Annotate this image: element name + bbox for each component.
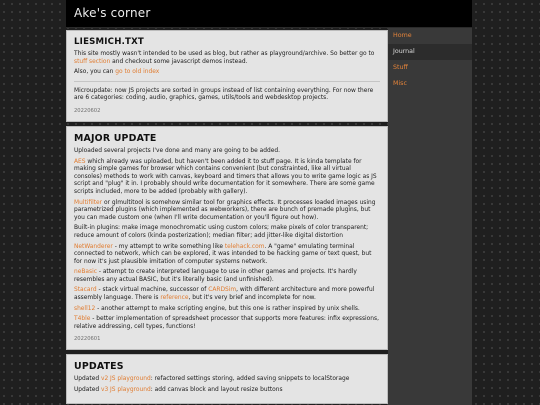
netwanderer-link[interactable]: NetWanderer bbox=[74, 243, 113, 250]
post-title: MAJOR UPDATE bbox=[74, 132, 157, 144]
old-index-text: Also, you can bbox=[74, 69, 116, 76]
netwanderer-paragraph bbox=[74, 244, 380, 267]
stacard-text-end: , but it's very brief and incomplete for now. bbox=[188, 295, 316, 302]
v2-playground-link[interactable]: v2 JS playground bbox=[100, 376, 151, 383]
divider bbox=[74, 81, 380, 82]
telehack-link[interactable]: telehack.com bbox=[224, 243, 265, 250]
shell12-link[interactable]: shell12 bbox=[74, 305, 96, 312]
t4ble-paragraph bbox=[74, 316, 380, 331]
old-index-link[interactable]: go to old index bbox=[115, 69, 160, 76]
aes-paragraph bbox=[74, 159, 380, 197]
site-title[interactable]: Ake's corner bbox=[74, 6, 151, 20]
major-intro: Uploaded several projects I've done and many are going to be added. bbox=[74, 147, 280, 154]
old-index-paragraph bbox=[74, 69, 380, 77]
update-text-end: : add canvas block and layout resize buttons bbox=[150, 387, 283, 394]
aes-link[interactable]: AES bbox=[74, 158, 86, 165]
sidebar-nav bbox=[388, 28, 472, 405]
post-date: 20220601 bbox=[74, 336, 101, 343]
v3-playground-link[interactable]: v3 JS playground bbox=[100, 387, 151, 394]
netwanderer-text-end: . A "game" emulating terminal connected to network, which can be explored, it was intended to be hacking game or text quest, but for now it's just plausible imitation of computer systems network. bbox=[74, 243, 372, 265]
stacard-text-mid: , with different architecture and more powerful assembly language. There is bbox=[74, 287, 375, 302]
nebasic-link[interactable]: neBasic bbox=[74, 269, 97, 276]
reference-link[interactable]: reference bbox=[160, 295, 189, 302]
intro-post bbox=[66, 30, 388, 122]
shell-text: - another attempt to make scripting engine, but this one is rather inspired by unix shells. bbox=[95, 305, 360, 312]
main-content bbox=[66, 28, 388, 405]
multifilter-link[interactable]: Multifilter bbox=[74, 199, 103, 206]
post-date: 20220602 bbox=[74, 107, 101, 114]
post-title: LIESMICH.TXT bbox=[74, 37, 144, 47]
multifilter-plugins: Built-in plugins: make image monochromatic using custom colors; make pixels of color transparent; reduce amount of colors (kinda posterization); median filter; add jitter-like digital distortion bbox=[74, 225, 369, 239]
stacard-text: - stack virtual machine, successor of bbox=[96, 287, 209, 294]
aes-text: which already was uploaded, but haven't been added it to stuff page. It is kinda template for making simple games for browser which contains convenient (but constrainted, like all virtual consoles) methods to work with canvas, keyboard and timers that allows you to write game logic as JS script and "plug" it in. I probably should write documentation for it somewhere. There are some game scripts included, more to be added (probably with gallery). bbox=[74, 158, 377, 195]
netwanderer-text: - my attempt to write something like bbox=[112, 243, 225, 250]
update-line-2 bbox=[74, 387, 380, 395]
update-text-end: : refactored settings storing, added saving snippets to localStorage bbox=[150, 376, 350, 383]
multifilter-paragraph bbox=[74, 200, 380, 223]
t4ble-text: - better implementation of spreadsheet processor that supports more features: infix expressions, relative addressing, cell types, functions! bbox=[74, 316, 379, 330]
cardsim-link[interactable]: CARDSim bbox=[208, 287, 237, 294]
update-text: Updated bbox=[74, 387, 101, 394]
nebasic-paragraph bbox=[74, 269, 380, 284]
major-update-post bbox=[66, 126, 388, 350]
multifilter-text: or glmultitool is somehow similar tool for graphics effects. It processes loaded images using parametrized plugins (which implemented as webworkers), there are bunch of premade plugins, but you can made custom one (when I'll write documentation or you'll figure out how). bbox=[74, 199, 376, 221]
stacard-link[interactable]: Stacard bbox=[74, 287, 97, 294]
t4ble-link[interactable]: T4ble bbox=[74, 316, 91, 323]
intro-text: This site mostly wasn't intended to be used as blog, but rather as playground/archive. So better go to bbox=[74, 51, 375, 57]
update-text: Updated bbox=[74, 376, 101, 383]
nav-journal[interactable]: Journal bbox=[388, 44, 472, 60]
update-line-1 bbox=[74, 376, 380, 384]
post-title: UPDATES bbox=[74, 361, 124, 373]
nebasic-text: - attempt to create interpreted language to use in other games and projects. It's hardly resembles any actual BASIC, but it's literally basic (and unfinished). bbox=[74, 269, 357, 283]
stacard-paragraph bbox=[74, 287, 380, 302]
microupdate-text: Microupdate: now JS projects are sorted in groups instead of list containing everything. For now there are 6 categories: coding, audio, graphics, games, utils/tools and webdesktop projects. bbox=[74, 87, 374, 102]
intro-text-end: and checkout some javascript demos instead. bbox=[110, 58, 248, 65]
nav-stuff[interactable]: Stuff bbox=[393, 64, 408, 71]
stuff-section-link[interactable]: stuff section bbox=[74, 58, 111, 65]
nav-misc[interactable]: Misc bbox=[393, 80, 407, 87]
site-header bbox=[66, 0, 472, 28]
intro-paragraph bbox=[74, 51, 380, 66]
updates-post bbox=[66, 354, 388, 403]
shell-paragraph bbox=[74, 306, 380, 314]
nav-home[interactable]: Home bbox=[393, 32, 412, 39]
